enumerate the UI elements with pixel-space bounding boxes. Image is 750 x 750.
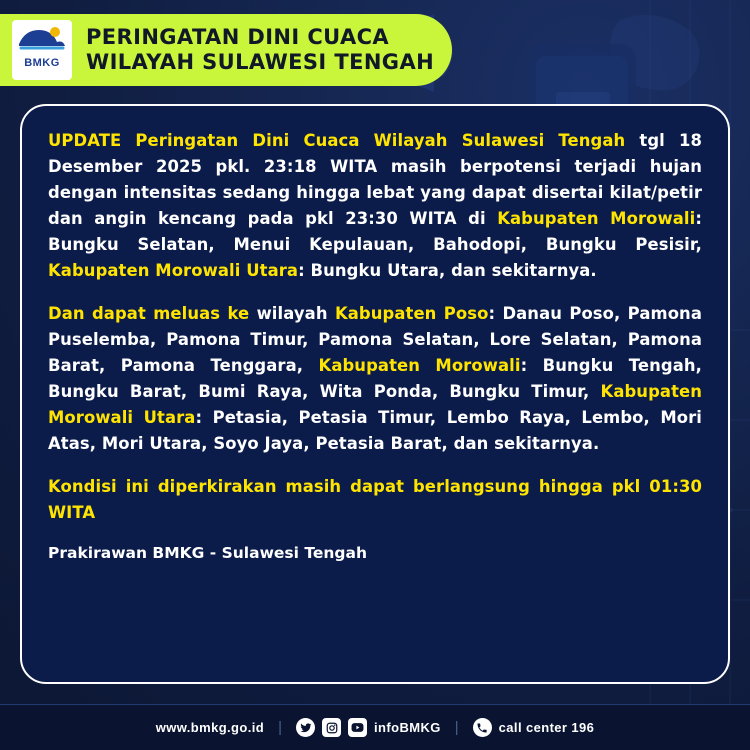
body-text: tgl 18 Desember 2025 pkl. 23:18 WITA masih berpotensi terjadi hujan dengan intensitas sedang hingga lebat yang dapat disertai kilat/petir dan angin kencang pada pkl 23:30 WITA di xyxy=(48,131,702,228)
highlighted-text: Kabupaten Poso xyxy=(334,304,489,323)
footer-separator-2: | xyxy=(454,719,459,736)
footer-call-center[interactable] xyxy=(473,718,595,737)
footer-bar xyxy=(0,704,750,750)
footer-website-label: www.bmkg.go.id xyxy=(155,720,265,735)
youtube-icon[interactable] xyxy=(348,718,367,737)
body-text: : Bungku Selatan, Menui Kepulauan, Bahodopi, Bungku Pesisir, xyxy=(48,209,702,254)
highlighted-text: Kabupaten Morowali xyxy=(318,356,521,375)
body-text: : Bungku Tengah, Bungku Barat, Bumi Raya, Wita Ponda, Bungku Timur, xyxy=(48,356,702,401)
header-titles xyxy=(86,25,434,75)
body-text: wilayah xyxy=(249,304,335,323)
body-text: : Danau Poso, Pamona Puselemba, Pamona Timur, Pamona Selatan, Lore Selatan, Pamona Barat, Pamona Tenggara, xyxy=(48,304,702,375)
paragraph-expansion xyxy=(48,301,702,457)
header-title-line2: WILAYAH SULAWESI TENGAH xyxy=(86,50,435,74)
body-text: : Petasia, Petasia Timur, Lembo Raya, Lembo, Mori Atas, Mori Utara, Soyo Jaya, Petasia Barat, dan sekitarnya. xyxy=(48,408,703,453)
header-banner xyxy=(0,14,452,86)
bmkg-logo xyxy=(12,20,72,80)
paragraph-update xyxy=(48,128,702,284)
instagram-icon[interactable] xyxy=(322,718,341,737)
highlighted-text: Kabupaten Morowali xyxy=(497,209,696,228)
highlighted-text: Kondisi ini diperkirakan masih dapat berlangsung hingga pkl 01:30 WITA xyxy=(48,477,702,522)
body-text: : Bungku Utara, dan sekitarnya. xyxy=(298,261,597,280)
highlighted-text: Dan dapat meluas ke xyxy=(48,304,250,323)
highlighted-text: Kabupaten Morowali Utara xyxy=(48,382,702,427)
highlighted-text: UPDATE Peringatan Dini Cuaca Wilayah Sulawesi Tengah xyxy=(48,131,626,150)
bmkg-logo-text: BMKG xyxy=(24,57,60,69)
footer-social-handle: infoBMKG xyxy=(374,720,441,735)
header-title-line1: PERINGATAN DINI CUACA xyxy=(86,25,390,49)
paragraph-duration xyxy=(48,474,702,526)
footer-call-center-label: call center 196 xyxy=(498,720,595,735)
twitter-icon[interactable] xyxy=(296,718,315,737)
phone-icon[interactable] xyxy=(473,718,492,737)
footer-separator-1: | xyxy=(278,719,283,736)
footer-website[interactable] xyxy=(156,720,264,735)
highlighted-text: Kabupaten Morowali Utara xyxy=(48,261,299,280)
bmkg-logo-icon xyxy=(15,22,69,56)
signature-text: Prakirawan BMKG - Sulawesi Tengah xyxy=(48,544,367,562)
warning-content-card xyxy=(20,104,730,684)
footer-social[interactable] xyxy=(296,718,441,737)
